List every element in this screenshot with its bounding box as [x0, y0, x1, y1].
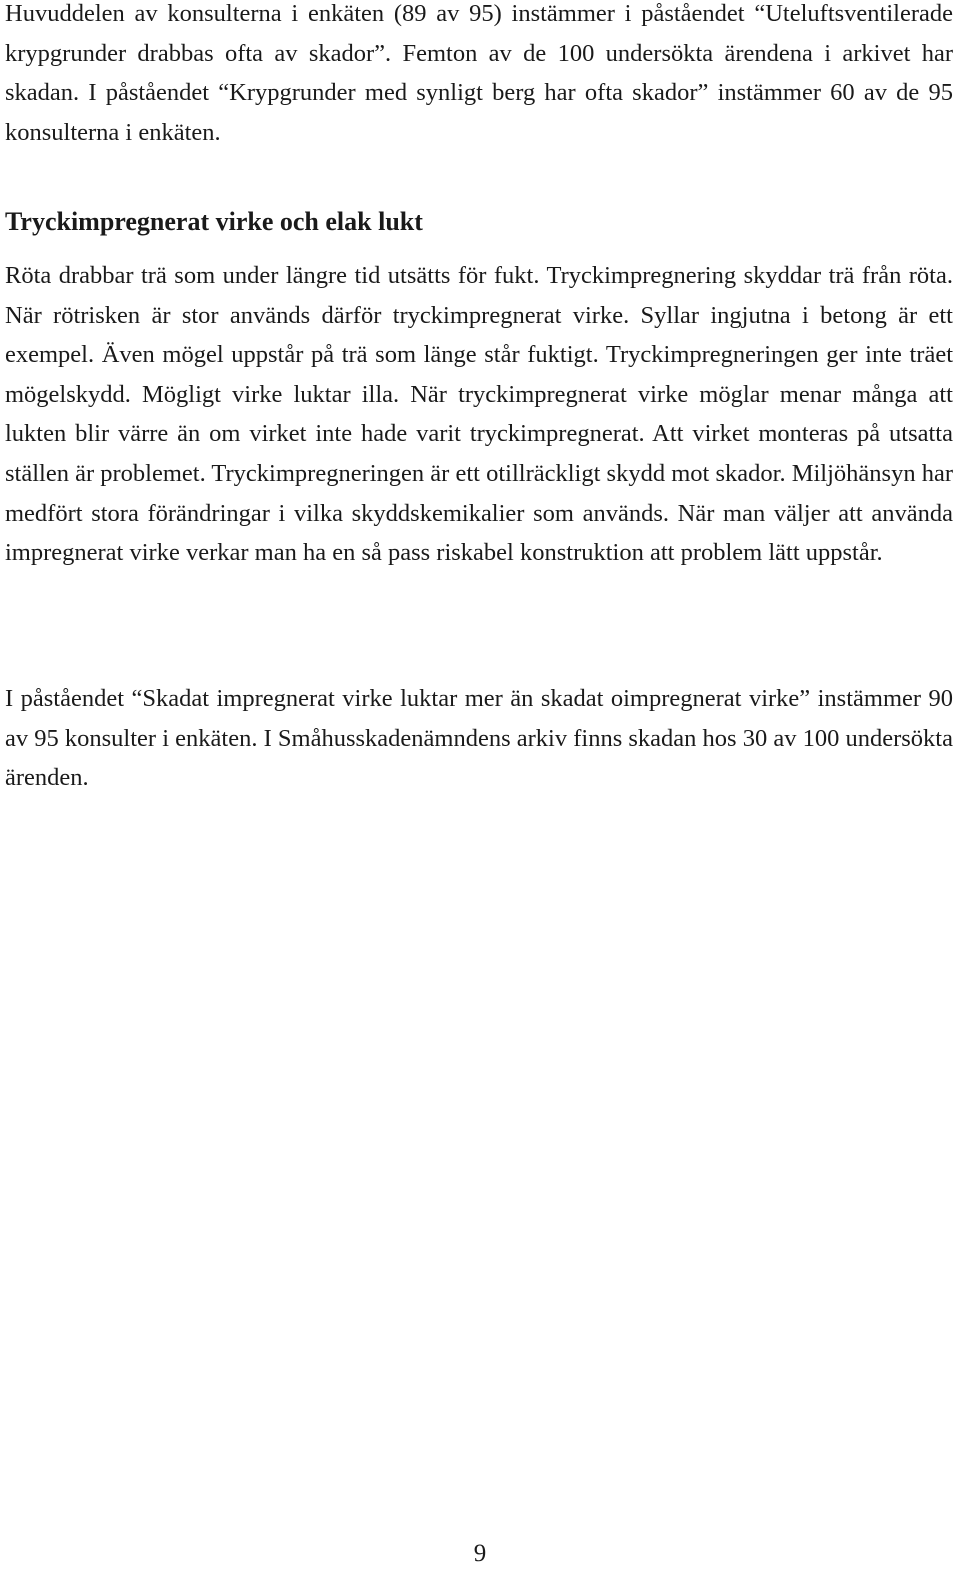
page-number: 9	[473, 1540, 487, 1567]
paragraph-pressure-treated-wood: Röta drabbar trä som under längre tid utsätts för fukt. Tryckimpregnering skyddar trä från röta. När rötrisken är stor används därför tryckimpregnerat virke. Syllar ingjutna i betong är ett exempel. Även mögel uppstår på trä som länge står fuktigt. Tryckimpregneringen ger inte träet mögelskydd. Mögligt virke luktar illa. När tryckimpregnerat virke möglar menar många att lukten blir värre än om virket inte hade varit tryckimpregnerat. Att virket monteras på utsatta ställen är problemet. Tryckimpregneringen är ett otillräckligt skydd mot skador. Miljöhänsyn har medfört stora förändringar i vilka skyddskemikalier som används. När man väljer att använda impregnerat virke verkar man ha en så pass riskabel konstruktion att problem lätt uppstår.	[5, 262, 953, 567]
paragraph-survey-crawlspace: Huvuddelen av konsulterna i enkäten (89 av 95) instämmer i påståendet “Uteluftsventilerade krypgrunder drabbas ofta av skador”. Femton av de 100 undersökta ärendena i arkivet har skadan. I påståendet “Krypgrunder med synligt berg har ofta skador” instämmer 60 av de 95 konsulterna i enkäten.	[5, 0, 953, 146]
section-heading: Tryckimpregnerat virke och elak lukt	[5, 207, 423, 236]
document-page	[5, 0, 953, 792]
paragraph-survey-odor: I påståendet “Skadat impregnerat virke luktar mer än skadat oimpregnerat virke” instämmer 90 av 95 konsulter i enkäten. I Småhusskadenämndens arkiv finns skadan hos 30 av 100 undersökta ärenden.	[5, 685, 953, 792]
